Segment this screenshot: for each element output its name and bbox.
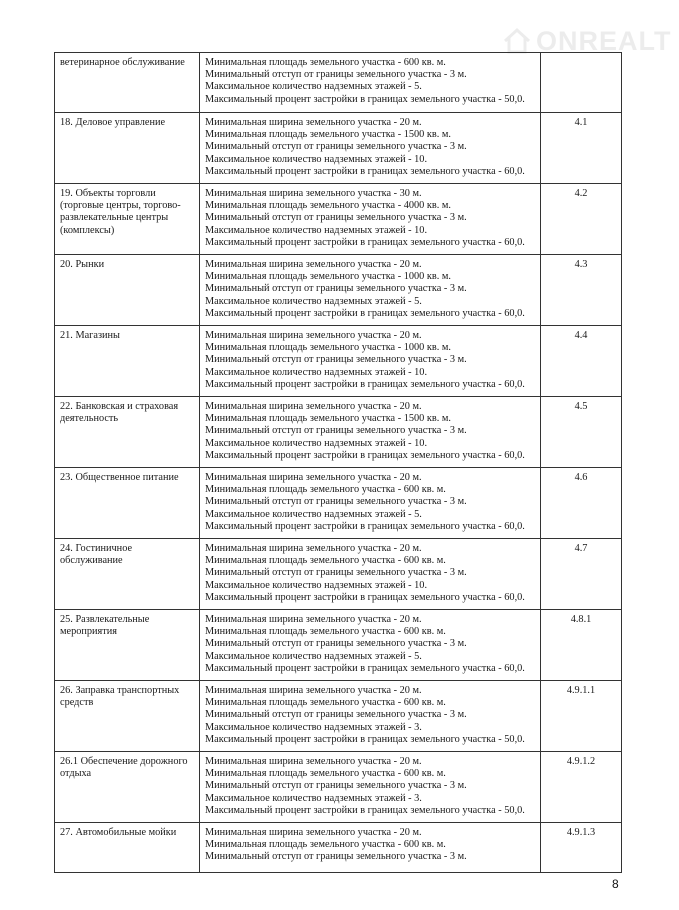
parameter-line: Максимальный процент застройки в границах земельного участка - 50,0. [205, 93, 525, 105]
parameter-line: Минимальная площадь земельного участка - 1500 кв. м. [205, 129, 451, 141]
use-type-name: 21. Магазины [55, 326, 200, 397]
parameter-line: Минимальная ширина земельного участка - 20 м. [205, 685, 422, 696]
parameter-line: Минимальная площадь земельного участка - 1500 кв. м. [205, 413, 451, 425]
use-type-name: ветеринарное обслуживание [55, 53, 200, 113]
zoning-parameters-table [54, 52, 622, 873]
use-type-name: 23. Общественное питание [55, 468, 200, 539]
parameter-line: Минимальная ширина земельного участка - 20 м. [205, 401, 422, 412]
parameters-cell [200, 255, 541, 326]
parameter-line: Минимальный отступ от границы земельного участка - 3 м. [205, 638, 467, 650]
use-type-name: 26. Заправка транспортных средств [55, 681, 200, 752]
watermark-text: ONREALT [536, 26, 672, 56]
parameter-line: Минимальная площадь земельного участка - 600 кв. м. [205, 697, 446, 709]
parameter-line: Максимальный процент застройки в границах земельного участка - 60,0. [205, 236, 525, 248]
parameter-line: Максимальное количество надземных этажей - 10. [205, 224, 428, 236]
use-type-name: 25. Развлекательные мероприятия [55, 610, 200, 681]
parameter-line: Минимальный отступ от границы земельного участка - 3 м. [205, 780, 467, 792]
use-type-name: 24. Гостиничное обслуживание [55, 539, 200, 610]
parameter-line: Максимальное количество надземных этажей - 5. [205, 650, 422, 662]
parameter-line: Минимальный отступ от границы земельного участка - 3 м. [205, 69, 467, 81]
parameter-line: Минимальная ширина земельного участка - 30 м. [205, 188, 422, 199]
use-type-code [541, 53, 622, 113]
parameter-line: Минимальная площадь земельного участка - 600 кв. м. [205, 555, 446, 567]
table-row [55, 326, 622, 397]
parameter-line: Минимальная площадь земельного участка - 1000 кв. м. [205, 342, 451, 354]
parameter-line: Максимальный процент застройки в границах земельного участка - 60,0. [205, 165, 525, 177]
use-type-code: 4.3 [541, 255, 622, 326]
table-row [55, 681, 622, 752]
page-number: 8 [612, 877, 619, 891]
use-type-code: 4.9.1.1 [541, 681, 622, 752]
parameter-line: Минимальная ширина земельного участка - 20 м. [205, 614, 422, 625]
parameter-line: Минимальная ширина земельного участка - 20 м. [205, 472, 422, 483]
use-type-code: 4.7 [541, 539, 622, 610]
parameter-line: Максимальный процент застройки в границах земельного участка - 60,0. [205, 449, 525, 461]
parameter-line: Минимальная ширина земельного участка - 20 м. [205, 117, 422, 128]
parameter-line: Максимальный процент застройки в границах земельного участка - 60,0. [205, 520, 525, 532]
use-type-code: 4.9.1.3 [541, 823, 622, 873]
parameter-line: Минимальная площадь земельного участка - 600 кв. м. [205, 484, 446, 496]
parameter-line: Минимальная площадь земельного участка - 600 кв. м. [205, 768, 446, 780]
parameter-line: Максимальное количество надземных этажей - 5. [205, 81, 422, 93]
table-row [55, 610, 622, 681]
table-row [55, 255, 622, 326]
table-row [55, 397, 622, 468]
parameters-cell [200, 468, 541, 539]
use-type-code: 4.9.1.2 [541, 752, 622, 823]
parameters-cell [200, 113, 541, 184]
parameters-cell [200, 752, 541, 823]
table-row [55, 53, 622, 113]
table-row [55, 113, 622, 184]
parameter-line: Минимальная площадь земельного участка - 600 кв. м. [205, 839, 446, 851]
use-type-code: 4.1 [541, 113, 622, 184]
table-row [55, 184, 622, 255]
parameter-line: Минимальная площадь земельного участка - 4000 кв. м. [205, 200, 451, 212]
table-row [55, 468, 622, 539]
parameter-line: Максимальное количество надземных этажей - 5. [205, 508, 422, 520]
parameter-line: Максимальное количество надземных этажей - 10. [205, 579, 428, 591]
parameter-line: Максимальный процент застройки в границах земельного участка - 50,0. [205, 733, 525, 745]
parameter-line: Максимальное количество надземных этажей - 10. [205, 437, 428, 449]
parameters-cell [200, 539, 541, 610]
parameter-line: Максимальный процент застройки в границах земельного участка - 50,0. [205, 804, 525, 816]
parameter-line: Максимальное количество надземных этажей - 3. [205, 792, 422, 804]
use-type-name: 19. Объекты торговли (торговые центры, торгово-развлекательные центры (комплексы) [55, 184, 200, 255]
parameter-line: Максимальный процент застройки в границах земельного участка - 60,0. [205, 307, 525, 319]
parameter-line: Максимальный процент застройки в границах земельного участка - 60,0. [205, 662, 525, 674]
parameter-line: Минимальный отступ от границы земельного участка - 3 м. [205, 851, 467, 863]
parameter-line: Минимальный отступ от границы земельного участка - 3 м. [205, 496, 467, 508]
parameter-line: Минимальный отступ от границы земельного участка - 3 м. [205, 354, 467, 366]
parameters-cell [200, 397, 541, 468]
use-type-code: 4.2 [541, 184, 622, 255]
parameter-line: Минимальный отступ от границы земельного участка - 3 м. [205, 212, 467, 224]
parameter-line: Минимальный отступ от границы земельного участка - 3 м. [205, 141, 467, 153]
parameter-line: Минимальная ширина земельного участка - 20 м. [205, 543, 422, 554]
table-row [55, 823, 622, 873]
parameters-cell [200, 184, 541, 255]
parameters-cell [200, 681, 541, 752]
parameter-line: Максимальное количество надземных этажей - 10. [205, 153, 428, 165]
parameter-line: Максимальный процент застройки в границах земельного участка - 60,0. [205, 378, 525, 390]
use-type-code: 4.6 [541, 468, 622, 539]
parameter-line: Минимальный отступ от границы земельного участка - 3 м. [205, 709, 467, 721]
use-type-name: 20. Рынки [55, 255, 200, 326]
parameter-line: Минимальная ширина земельного участка - 20 м. [205, 827, 422, 838]
parameter-line: Максимальное количество надземных этажей - 5. [205, 295, 422, 307]
parameter-line: Максимальное количество надземных этажей - 3. [205, 721, 422, 733]
parameters-cell [200, 610, 541, 681]
parameter-line: Минимальный отступ от границы земельного участка - 3 м. [205, 567, 467, 579]
parameter-line: Минимальный отступ от границы земельного участка - 3 м. [205, 425, 467, 437]
use-type-name: 18. Деловое управление [55, 113, 200, 184]
use-type-name: 26.1 Обеспечение дорожного отдыха [55, 752, 200, 823]
parameter-line: Минимальная ширина земельного участка - 20 м. [205, 756, 422, 767]
parameters-cell [200, 53, 541, 113]
parameter-line: Максимальное количество надземных этажей - 10. [205, 366, 428, 378]
parameter-line: Минимальная площадь земельного участка - 600 кв. м. [205, 626, 446, 638]
use-type-code: 4.4 [541, 326, 622, 397]
parameter-line: Минимальная площадь земельного участка - 1000 кв. м. [205, 271, 451, 283]
use-type-name: 22. Банковская и страховая деятельность [55, 397, 200, 468]
parameters-cell [200, 823, 541, 873]
parameter-line: Минимальная ширина земельного участка - 20 м. [205, 330, 422, 341]
use-type-name: 27. Автомобильные мойки [55, 823, 200, 873]
parameter-line: Минимальная ширина земельного участка - 20 м. [205, 259, 422, 270]
table-row [55, 539, 622, 610]
use-type-code: 4.5 [541, 397, 622, 468]
parameters-cell [200, 326, 541, 397]
parameter-line: Минимальная площадь земельного участка - 600 кв. м. [205, 57, 446, 68]
parameter-line: Максимальный процент застройки в границах земельного участка - 60,0. [205, 591, 525, 603]
table-row [55, 752, 622, 823]
use-type-code: 4.8.1 [541, 610, 622, 681]
parameter-line: Минимальный отступ от границы земельного участка - 3 м. [205, 283, 467, 295]
